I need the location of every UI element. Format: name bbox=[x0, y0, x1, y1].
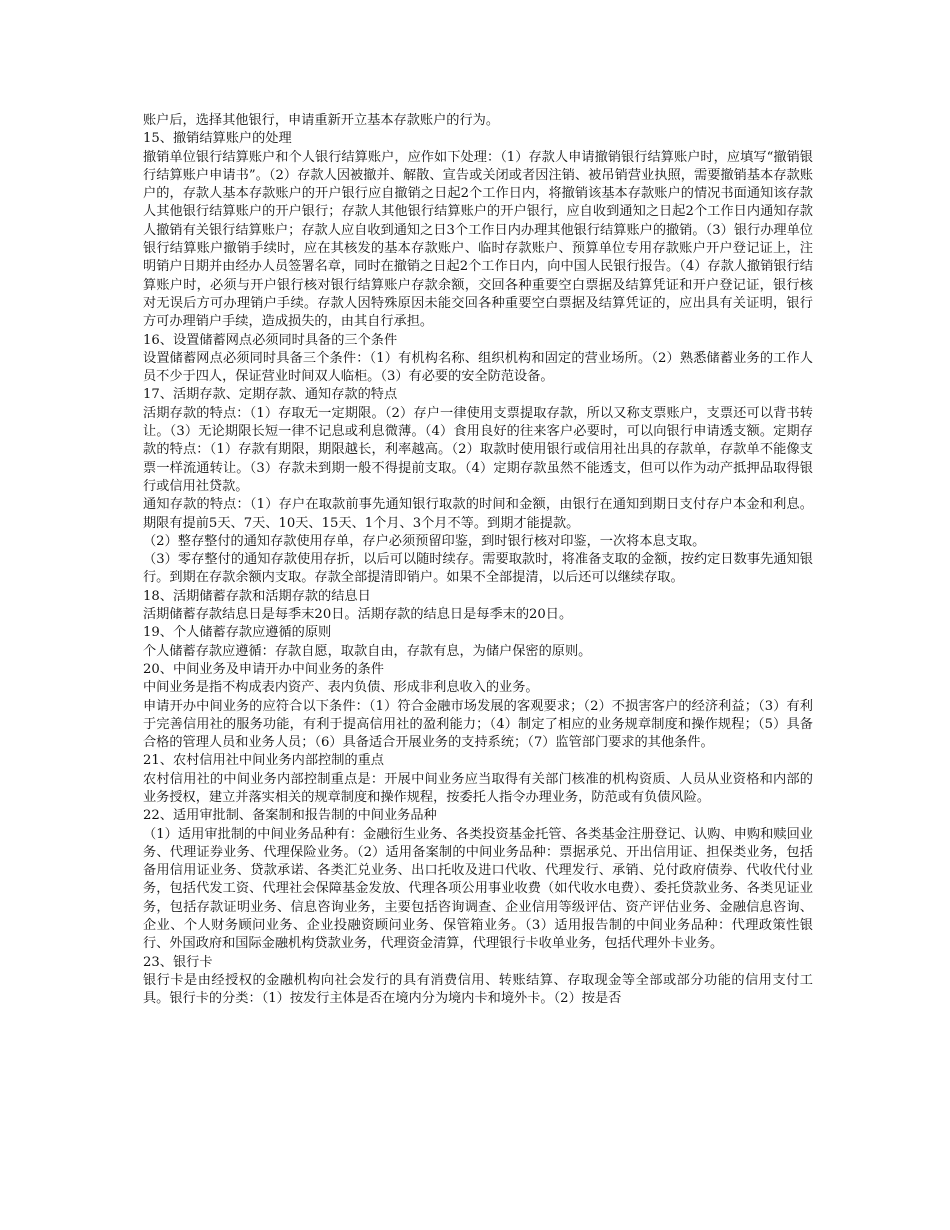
section-heading-21: 21、农村信用社中间业务内部控制的重点 bbox=[143, 753, 384, 769]
paragraph-notice-deposit: 通知存款的特点：（1）存户在取款前事先通知银行取款的时间和金额，由银行在通知到期日支付存户本金和利息。期限有提前5天、7天、10天、15天、1个月、3个月不等。到期才能提款。 bbox=[143, 497, 813, 531]
document-page bbox=[143, 112, 813, 1009]
section-heading-23: 23、银行卡 bbox=[143, 954, 213, 970]
section-heading-17: 17、活期存款、定期存款、通知存款的特点 bbox=[143, 387, 398, 403]
paragraph-notice-deposit-2: （2）整存整付的通知存款使用存单，存户必须预留印鉴，到时银行核对印鉴，一次将本息支取。 bbox=[143, 533, 706, 549]
section-heading-22: 22、适用审批制、备案制和报告制的中间业务品种 bbox=[143, 808, 437, 824]
paragraph-notice-deposit-3: （3）零存整付的通知存款使用存折，以后可以随时续存。需要取款时，将准备支取的金额，按约定日数事先通知银行。到期在存款余额内支取。存款全部提清即销户。如果不全部提清，以后还可以继续存取。 bbox=[143, 552, 813, 586]
paragraph-internal-control: 农村信用社的中间业务内部控制重点是：开展中间业务应当取得有关部门核准的机构资质、人员从业资格和内部的业务授权，建立并落实相关的规章制度和操作规程，按委托人指令办理业务，防范或有负债风险。 bbox=[143, 771, 813, 805]
section-heading-16: 16、设置储蓄网点必须同时具备的三个条件 bbox=[143, 332, 398, 348]
paragraph-savings-principles: 个人储蓄存款应遵循：存款自愿，取款自由，存款有息，为储户保密的原则。 bbox=[143, 643, 592, 659]
paragraph-savings-outlet: 设置储蓄网点必须同时具备三个条件：（1）有机构名称、组织机构和固定的营业场所。（2）熟悉储蓄业务的工作人员不少于四人，保证营业时间双人临柜。（3）有必要的安全防范设备。 bbox=[143, 350, 813, 385]
paragraph-interest-date: 活期储蓄存款结息日是每季末20日。活期存款的结息日是每季末的20日。 bbox=[143, 607, 573, 623]
paragraph-intermediary-definition: 中间业务是指不构成表内资产、表内负债、形成非利息收入的业务。 bbox=[143, 680, 539, 696]
paragraph-account-closing: 撤销单位银行结算账户和个人银行结算账户，应作如下处理：（1）存款人申请撤销银行结算账户时，应填写“撤销银行结算账户申请书”。（2）存款人因被撤并、解散、宣告或关闭或者因注销、被吊销营业执照，需要撤销基本存款账户的，存款人基本存款账户的开户银行应自撤销之日起2个工作日内，将撤销该基本存款账户的情况书面通知该存款人其他银行结算账户的开户银行；存款人其他银行结算账户的开户银行，应自收到通知之日起2个工作日内通知存款人撤销有关银行结算账户；存款人应自收到通知之日3个工作日内办理其他银行结算账户的撤销。（3）银行办理单位银行结算账户撤销手续时，应在其核发的基本存款账户、临时存款账户、预算单位专用存款账户开户登记证上，注明销户日期并由经办人员签署名章，同时在撤销之日起2个工作日内，向中国人民银行报告。（4）存款人撤销银行结算账户时，必须与开户银行核对银行结算账户存款余额，交回各种重要空白票据及结算凭证和开户登记证，银行核对无误后方可办理销户手续。存款人因特殊原因未能交回各种重要空白票据及结算凭证的，应出具有关证明，银行方可办理销户手续，造成损失的，由其自行承担。 bbox=[143, 149, 813, 330]
section-heading-19: 19、个人储蓄存款应遵循的原则 bbox=[143, 625, 332, 641]
section-heading-20: 20、中间业务及申请开办中间业务的条件 bbox=[143, 661, 384, 677]
paragraph-bank-card: 银行卡是由经授权的金融机构向社会发行的具有消费信用、转账结算、存取现金等全部或部分功能的信用支付工具。银行卡的分类：（1）按发行主体是否在境内分为境内卡和境外卡。（2）按是否 bbox=[143, 972, 813, 1007]
section-heading-15: 15、撤销结算账户的处理 bbox=[143, 131, 292, 147]
paragraph-intermediary-conditions: 申请开办中间业务的应符合以下条件：（1）符合金融市场发展的客观要求；（2）不损害客户的经济利益；（3）有利于完善信用社的服务功能，有利于提高信用社的盈利能力；（4）制定了相应的业务规章制度和操作规程；（5）具备合格的管理人员和业务人员；（6）具备适合开展业务的支持系统；（7）监管部门要求的其他条件。 bbox=[143, 698, 813, 751]
paragraph-business-types: （1）适用审批制的中间业务品种有：金融衍生业务、各类投资基金托管、各类基金注册登记、认购、申购和赎回业务、代理证券业务、代理保险业务。（2）适用备案制的中间业务品种：票据承兑、开出信用证、担保类业务，包括备用信用证业务、贷款承诺、各类汇兑业务、出口托收及进口代收、代理发行、承销、兑付政府债券、代收代付业务，包括代发工资、代理社会保障基金发放、代理各项公用事业收费（如代收水电费）、委托贷款业务、各类见证业务，包括存款证明业务、信息咨询业务，主要包括咨询调查、企业信用等级评估、资产评估业务、金融信息咨询、企业、个人财务顾问业务、企业投融资顾问业务、保管箱业务。（3）适用报告制的中间业务品种：代理政策性银行、外国政府和国际金融机构贷款业务，代理资金清算，代理银行卡收单业务，包括代理外卡业务。 bbox=[143, 826, 813, 952]
paragraph-deposit-features: 活期存款的特点：（1）存取无一定期限。（2）存户一律使用支票提取存款，所以又称支票账户，支票还可以背书转让。（3）无论期限长短一律不记息或利息微薄。（4）食用良好的往来客户必要时，可以向银行申请透支额。定期存款的特点：（1）存款有期限，期限越长，利率越高。（2）取款时使用银行或信用社出具的存款单，存款单不能像支票一样流通转让。（3）存款未到期一般不得提前支取。（4）定期存款虽然不能透支，但可以作为动产抵押品取得银行或信用社贷款。 bbox=[143, 405, 813, 494]
text-continuation: 账户后，选择其他银行，申请重新开立基本存款账户的行为。 bbox=[143, 113, 500, 128]
section-heading-18: 18、活期储蓄存款和活期存款的结息日 bbox=[143, 588, 371, 604]
